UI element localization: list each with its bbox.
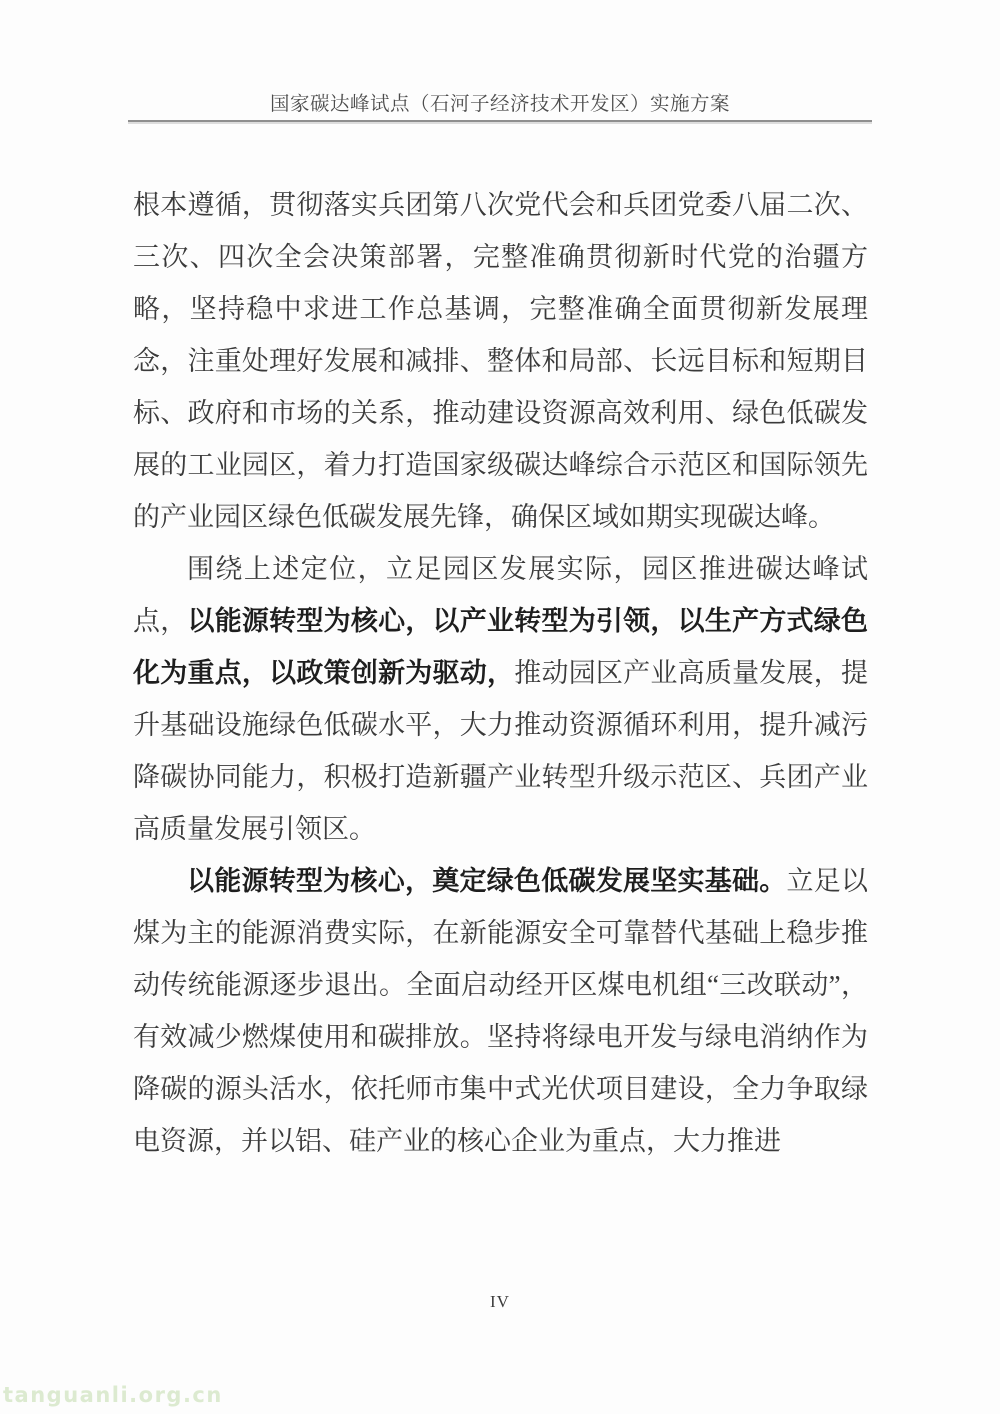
paragraph xyxy=(133,179,868,543)
watermark: tanguanli.org.cn xyxy=(3,1383,223,1407)
bold-text-segment: 以能源转型为核心，以产业转型为引领，以生产方式绿色化为重点，以政策创新为驱动， xyxy=(133,606,869,688)
header-divider xyxy=(128,120,872,122)
body-text-segment: 围绕上述定位，立足园区发展实际，园区推进碳达峰试点， xyxy=(133,554,868,636)
page-footer xyxy=(0,1292,1000,1312)
document-body xyxy=(133,179,868,1167)
bold-text-segment: 以能源转型为核心，奠定绿色低碳发展坚实基础。 xyxy=(187,866,787,896)
body-text-segment: 根本遵循，贯彻落实兵团第八次党代会和兵团党委八届二次、三次、四次全会决策部署，完整准确贯彻新时代党的治疆方略，坚持稳中求进工作总基调，完整准确全面贯彻新发展理念，注重处理好发展和减排、整体和局部、长远目标和短期目标、政府和市场的关系，推动建设资源高效利用、绿色低碳发展的工业园区，着力打造国家级碳达峰综合示范区和国际领先的产业园区绿色低碳发展先锋，确保区域如期实现碳达峰。 xyxy=(133,190,868,532)
header-title: 国家碳达峰试点（石河子经济技术开发区）实施方案 xyxy=(269,94,730,115)
paragraph xyxy=(133,855,868,1167)
page-number: IV xyxy=(490,1292,510,1311)
body-text-segment: 推动园区产业高质量发展，提升基础设施绿色低碳水平，大力推动资源循环利用，提升减污降碳协同能力，积极打造新疆产业转型升级示范区、兵团产业高质量发展引领区。 xyxy=(133,658,869,844)
body-text-segment: 立足以煤为主的能源消费实际，在新能源安全可靠替代基础上稳步推动传统能源逐步退出。全面启动经开区煤电机组“三改联动”，有效减少燃煤使用和碳排放。坚持将绿电开发与绿电消纳作为降碳的源头活水，依托师市集中式光伏项目建设，全力争取绿电资源，并以铝、硅产业的核心企业为重点，大力推进 xyxy=(133,866,868,1156)
paragraph xyxy=(133,543,868,855)
